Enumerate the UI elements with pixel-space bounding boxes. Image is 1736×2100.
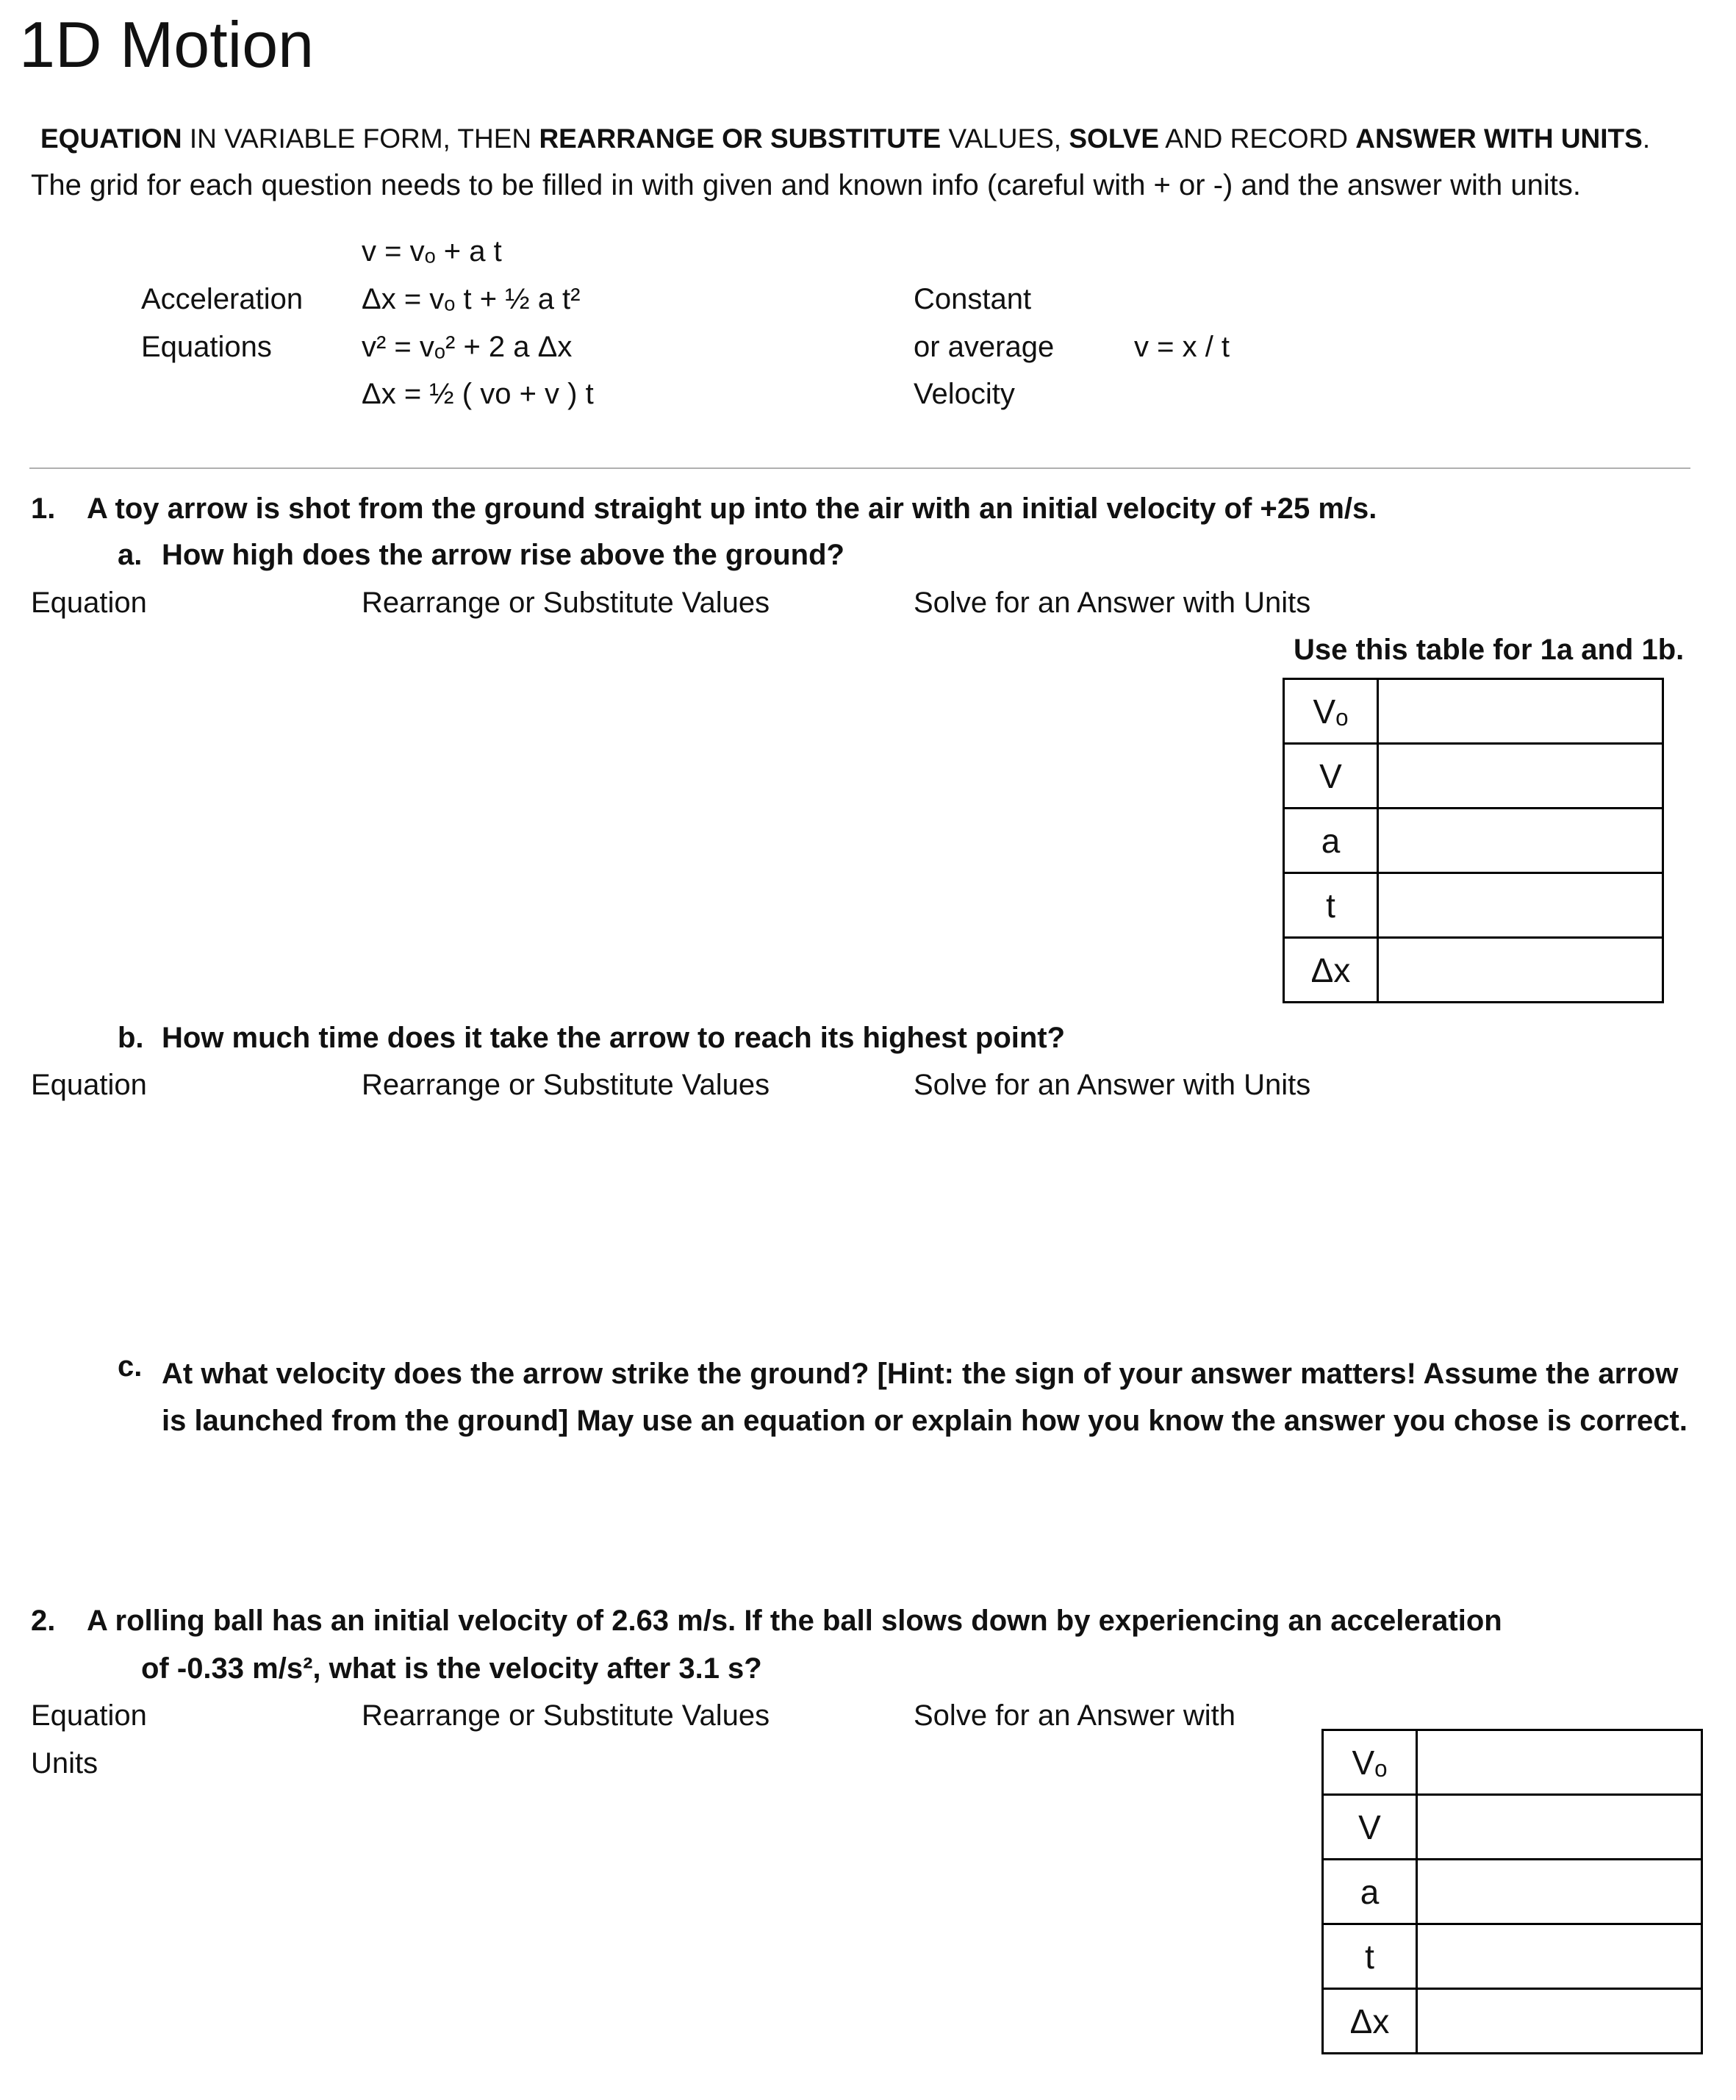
row-label-v0: Vₒ: [1284, 679, 1378, 744]
equation-4: Δx = ½ ( vo + v ) t: [362, 378, 594, 410]
value-cell-dx[interactable]: [1378, 938, 1663, 1003]
question-1-number: 1.: [31, 492, 56, 525]
question-2-text-line-2: of -0.33 m/s², what is the velocity after 3.1 s?: [141, 1652, 762, 1685]
question-1a-letter: a.: [118, 539, 143, 571]
value-cell-v[interactable]: [1417, 1795, 1702, 1860]
instruction-segment: AND RECORD: [1159, 123, 1356, 154]
instructions-line-2: The grid for each question needs to be filled in with given and known info (careful with + or -) and the answer with units.: [31, 169, 1581, 201]
instruction-segment: EQUATION: [40, 123, 182, 154]
page-title: 1D Motion: [19, 8, 315, 81]
q2-rearrange-header: Rearrange or Substitute Values: [362, 1699, 770, 1732]
table-note: Use this table for 1a and 1b.: [1294, 634, 1685, 666]
equations-label: Equations: [141, 331, 272, 363]
row-label-v0: Vₒ: [1323, 1730, 1417, 1795]
q2-equation-header: Equation: [31, 1699, 147, 1732]
value-cell-a[interactable]: [1378, 809, 1663, 873]
constant-velocity-equation: v = x / t: [1134, 331, 1230, 363]
table-row: [1323, 1924, 1702, 1989]
velocity-label: Velocity: [914, 378, 1015, 410]
question-1a-text: How high does the arrow rise above the ground?: [162, 539, 844, 571]
instruction-segment: SOLVE: [1069, 123, 1160, 154]
instruction-segment: REARRANGE OR SUBSTITUTE: [539, 123, 941, 154]
table-row: [1323, 1860, 1702, 1924]
question-1b-letter: b.: [118, 1022, 144, 1054]
question-1-text: A toy arrow is shot from the ground straight up into the air with an initial velocity of +25 m/s.: [87, 492, 1377, 525]
variable-table-q2: [1321, 1729, 1703, 2054]
q1a-rearrange-header: Rearrange or Substitute Values: [362, 587, 770, 619]
q1a-equation-header: Equation: [31, 587, 147, 619]
value-cell-v0[interactable]: [1417, 1730, 1702, 1795]
question-2-number: 2.: [31, 1605, 56, 1637]
row-label-t: t: [1284, 873, 1378, 938]
table-row: [1284, 809, 1663, 873]
table-row: [1284, 744, 1663, 809]
section-divider: [29, 467, 1690, 469]
q1b-solve-header: Solve for an Answer with Units: [914, 1069, 1311, 1101]
row-label-dx: Δx: [1323, 1989, 1417, 2054]
q1a-solve-header: Solve for an Answer with Units: [914, 587, 1311, 619]
instructions-line-1: [40, 123, 1650, 154]
table-row: [1323, 1989, 1702, 2054]
acceleration-label: Acceleration: [141, 283, 304, 315]
instruction-segment: IN VARIABLE FORM, THEN: [182, 123, 539, 154]
value-cell-t[interactable]: [1417, 1924, 1702, 1989]
question-1c-letter: c.: [118, 1350, 143, 1383]
table-row: [1284, 873, 1663, 938]
question-2-text-line-1: A rolling ball has an initial velocity of 2.63 m/s. If the ball slows down by experiencing an acceleration: [87, 1605, 1502, 1637]
table-row: [1284, 938, 1663, 1003]
q2-solve-header: Solve for an Answer with: [914, 1699, 1235, 1732]
constant-label: Constant: [914, 283, 1032, 315]
question-1b-text: How much time does it take the arrow to reach its highest point?: [162, 1022, 1066, 1054]
q2-units-header: Units: [31, 1747, 98, 1780]
variable-table-q1: [1283, 678, 1664, 1003]
row-label-a: a: [1323, 1860, 1417, 1924]
value-cell-v[interactable]: [1378, 744, 1663, 809]
equation-1: v = vₒ + a t: [362, 235, 502, 268]
table-row: [1323, 1730, 1702, 1795]
table-row: [1323, 1795, 1702, 1860]
question-1c-text: At what velocity does the arrow strike the ground? [Hint: the sign of your answer matters! Assume the arrow is launched from the ground] May use an equation or explain how you know the answer you chose is correct.: [162, 1358, 1687, 1437]
value-cell-dx[interactable]: [1417, 1989, 1702, 2054]
row-label-v: V: [1284, 744, 1378, 809]
row-label-dx: Δx: [1284, 938, 1378, 1003]
value-cell-v0[interactable]: [1378, 679, 1663, 744]
equation-2: Δx = vₒ t + ½ a t²: [362, 283, 581, 315]
equation-3: v² = vₒ² + 2 a Δx: [362, 331, 573, 363]
instruction-segment: ANSWER WITH UNITS: [1355, 123, 1643, 154]
row-label-a: a: [1284, 809, 1378, 873]
row-label-t: t: [1323, 1924, 1417, 1989]
value-cell-t[interactable]: [1378, 873, 1663, 938]
value-cell-a[interactable]: [1417, 1860, 1702, 1924]
or-average-label: or average: [914, 331, 1055, 363]
q1b-equation-header: Equation: [31, 1069, 147, 1101]
instruction-segment: VALUES,: [941, 123, 1069, 154]
instruction-segment: .: [1642, 123, 1651, 154]
row-label-v: V: [1323, 1795, 1417, 1860]
q1b-rearrange-header: Rearrange or Substitute Values: [362, 1069, 770, 1101]
table-row: [1284, 679, 1663, 744]
